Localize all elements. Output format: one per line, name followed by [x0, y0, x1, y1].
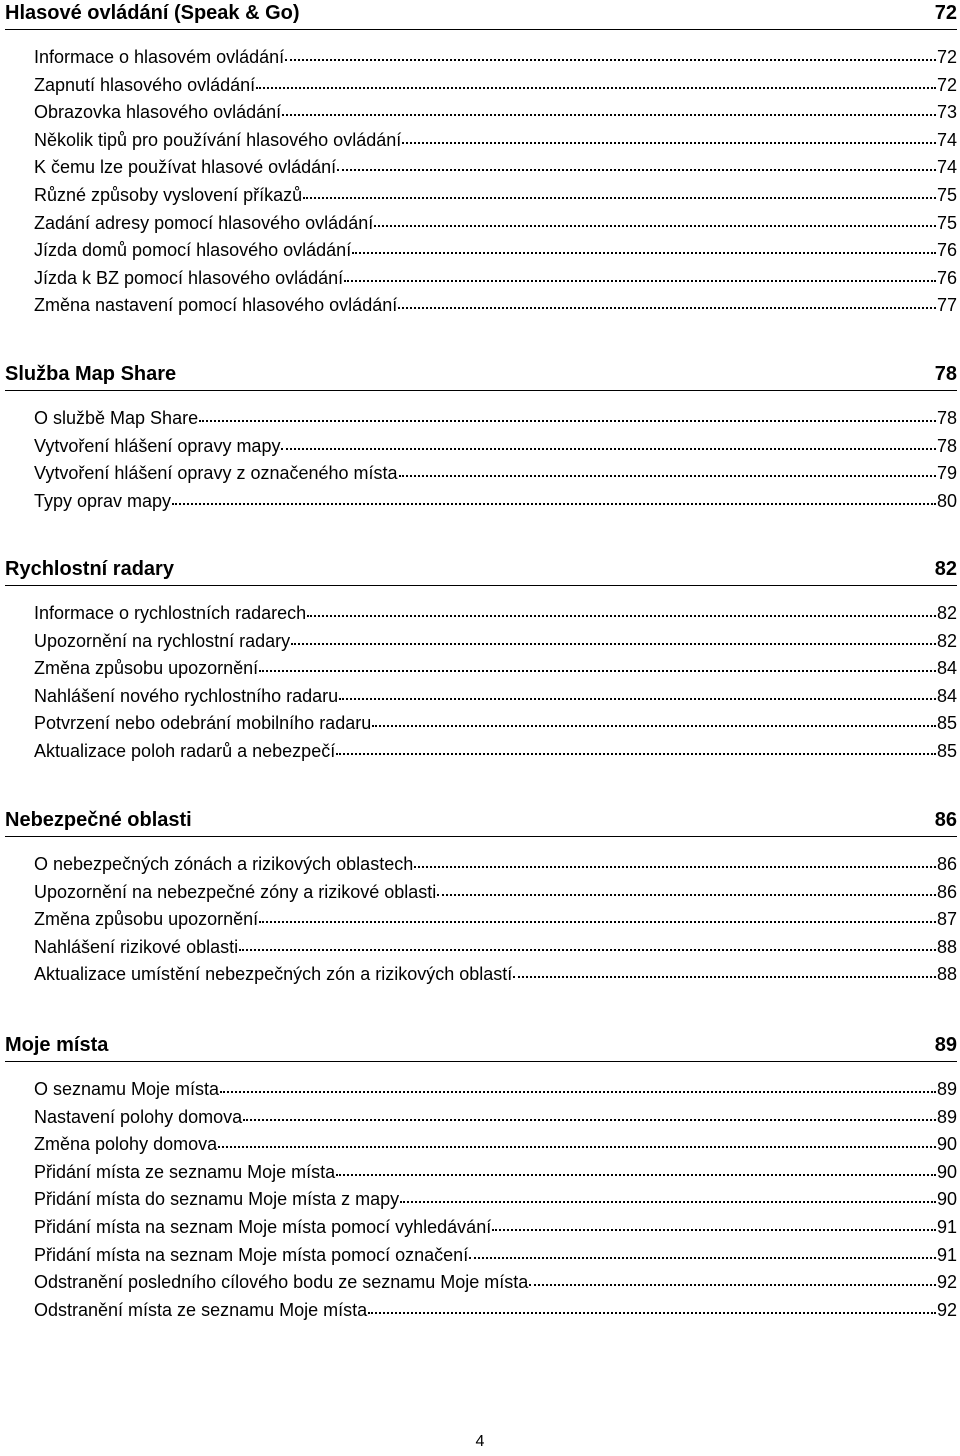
- entry-title: O službě Map Share: [34, 408, 199, 428]
- entry-page: 74: [936, 129, 957, 150]
- entry-title: Aktualizace umístění nebezpečných zón a rizikových oblastí: [34, 964, 513, 985]
- section-page: 89: [934, 1034, 957, 1056]
- section-divider: [5, 29, 957, 30]
- toc-entry[interactable]: [34, 1132, 957, 1156]
- toc-entry[interactable]: [34, 1077, 957, 1101]
- entry-title: Změna způsobu upozornění: [34, 909, 259, 930]
- dot-leader: [218, 1142, 936, 1148]
- entry-page: 90: [936, 1134, 957, 1155]
- dot-leader: [256, 83, 936, 89]
- entry-title: Změna nastavení pomocí hlasového ovládání: [34, 295, 398, 316]
- toc-entry[interactable]: [34, 739, 957, 763]
- entry-page: 72: [936, 47, 957, 67]
- entry-page: 87: [936, 909, 957, 930]
- entry-page: 73: [936, 102, 957, 123]
- section-divider: [5, 1061, 957, 1062]
- entry-title: Upozornění na rychlostní radary: [34, 630, 291, 651]
- dot-leader: [243, 1115, 936, 1121]
- entry-title: Přidání místa na seznam Moje místa pomocí označení: [34, 1244, 469, 1265]
- dot-leader: [492, 1225, 936, 1231]
- entry-title: Zadání adresy pomocí hlasového ovládání: [34, 212, 374, 233]
- toc-entry[interactable]: [34, 293, 957, 317]
- dot-leader: [368, 1308, 936, 1314]
- toc-entry[interactable]: [34, 1270, 957, 1294]
- entry-title: Nastavení polohy domova: [34, 1106, 243, 1127]
- entry-title: Informace o hlasovém ovládání: [34, 47, 285, 67]
- entry-title: O seznamu Moje místa: [34, 1079, 220, 1099]
- section-heading[interactable]: [5, 556, 957, 582]
- entry-page: 78: [936, 408, 957, 428]
- dot-leader: [414, 862, 936, 868]
- entry-title: Jízda k BZ pomocí hlasového ovládání: [34, 267, 344, 288]
- entry-title: Jízda domů pomocí hlasového ovládání: [34, 240, 352, 261]
- entry-page: 84: [936, 685, 957, 706]
- dot-leader: [513, 972, 936, 978]
- toc-entry[interactable]: [34, 907, 957, 931]
- section-page: 72: [934, 2, 957, 24]
- dot-leader: [372, 721, 936, 727]
- toc-entry[interactable]: [34, 73, 957, 97]
- dot-leader: [400, 1197, 936, 1203]
- dot-leader: [291, 639, 936, 645]
- toc-entry[interactable]: [34, 880, 957, 904]
- entry-page: 75: [936, 212, 957, 233]
- entry-title: Přidání místa do seznamu Moje místa z mapy: [34, 1189, 400, 1210]
- dot-leader: [282, 110, 936, 116]
- entry-title: O nebezpečných zónách a rizikových oblastech: [34, 854, 414, 874]
- toc-entry[interactable]: [34, 461, 957, 485]
- dot-leader: [259, 666, 936, 672]
- entry-page: 79: [936, 463, 957, 484]
- section-page: 82: [934, 558, 957, 580]
- dot-leader: [399, 471, 936, 477]
- entry-page: 82: [936, 630, 957, 651]
- toc-entry[interactable]: [34, 266, 957, 290]
- toc-entry[interactable]: [34, 489, 957, 513]
- entry-page: 85: [936, 741, 957, 761]
- entry-title: Upozornění na nebezpečné zóny a rizikové oblasti: [34, 881, 437, 902]
- entry-title: Přidání místa ze seznamu Moje místa: [34, 1161, 336, 1182]
- toc-entry[interactable]: [34, 852, 957, 876]
- entry-page: 82: [936, 603, 957, 623]
- entry-page: 85: [936, 713, 957, 734]
- dot-leader: [220, 1087, 936, 1093]
- entry-title: Zapnutí hlasového ovládání: [34, 74, 256, 95]
- entry-page: 78: [936, 435, 957, 456]
- toc-entry[interactable]: [34, 45, 957, 69]
- toc-entry[interactable]: [34, 1160, 957, 1184]
- entry-title: Různé způsoby vyslovení příkazů: [34, 185, 303, 205]
- section-title: Hlasové ovládání (Speak & Go): [5, 2, 300, 24]
- entry-title: Přidání místa na seznam Moje místa pomocí vyhledávání: [34, 1217, 492, 1237]
- entry-title: Změna polohy domova: [34, 1134, 218, 1155]
- entry-title: Několik tipů pro používání hlasového ovládání: [34, 129, 402, 150]
- dot-leader: [172, 499, 936, 505]
- section-divider: [5, 390, 957, 391]
- entry-title: Odstranění posledního cílového bodu ze seznamu Moje místa: [34, 1272, 529, 1293]
- toc-entry[interactable]: [34, 1215, 957, 1239]
- toc-entry[interactable]: [34, 406, 957, 430]
- toc-entry[interactable]: [34, 684, 957, 708]
- dot-leader: [339, 694, 936, 700]
- entry-page: 84: [936, 658, 957, 679]
- entry-page: 90: [936, 1161, 957, 1182]
- dot-leader: [336, 749, 936, 755]
- entry-title: K čemu lze používat hlasové ovládání: [34, 157, 337, 178]
- section-title: Nebezpečné oblasti: [5, 809, 192, 831]
- entry-title: Obrazovka hlasového ovládání: [34, 102, 282, 123]
- entry-page: 76: [936, 240, 957, 261]
- dot-leader: [529, 1280, 936, 1286]
- dot-leader: [281, 444, 936, 450]
- toc-entry[interactable]: [34, 128, 957, 152]
- section-page: 78: [934, 363, 957, 385]
- toc-entry[interactable]: [34, 183, 957, 207]
- entry-page: 86: [936, 854, 957, 874]
- toc-entry[interactable]: [34, 1243, 957, 1267]
- section-page: 86: [934, 809, 957, 831]
- dot-leader: [259, 917, 936, 923]
- toc-entry[interactable]: [34, 656, 957, 680]
- dot-leader: [303, 193, 936, 199]
- dot-leader: [337, 165, 936, 171]
- entry-page: 92: [936, 1272, 957, 1293]
- dot-leader: [469, 1253, 936, 1259]
- toc-entry[interactable]: [34, 100, 957, 124]
- section-heading[interactable]: [5, 807, 957, 833]
- entry-title: Vytvoření hlášení opravy z označeného místa: [34, 463, 398, 484]
- entry-title: Nahlášení nového rychlostního radaru: [34, 685, 339, 706]
- entry-title: Odstranění místa ze seznamu Moje místa: [34, 1299, 368, 1320]
- dot-leader: [402, 138, 936, 144]
- dot-leader: [344, 276, 936, 282]
- entry-page: 72: [936, 74, 957, 95]
- dot-leader: [336, 1170, 936, 1176]
- toc-entry[interactable]: [34, 1298, 957, 1322]
- toc-entry[interactable]: [34, 962, 957, 986]
- toc-entry[interactable]: [34, 935, 957, 959]
- entry-page: 89: [936, 1079, 957, 1099]
- dot-leader: [239, 945, 936, 951]
- section-divider: [5, 585, 957, 586]
- toc-entry[interactable]: [34, 155, 957, 179]
- toc-entry[interactable]: [34, 711, 957, 735]
- entry-page: 91: [936, 1244, 957, 1265]
- entry-page: 74: [936, 157, 957, 178]
- entry-title: Typy oprav mapy: [34, 490, 172, 511]
- entry-title: Informace o rychlostních radarech: [34, 603, 307, 623]
- entry-title: Vytvoření hlášení opravy mapy: [34, 435, 281, 456]
- entry-title: Aktualizace poloh radarů a nebezpečí: [34, 741, 336, 761]
- entry-page: 86: [936, 881, 957, 902]
- toc-entry[interactable]: [34, 238, 957, 262]
- entry-page: 80: [936, 490, 957, 511]
- section-heading[interactable]: [5, 361, 957, 387]
- toc-entry[interactable]: [34, 601, 957, 625]
- dot-leader: [398, 303, 936, 309]
- toc-entry[interactable]: [34, 434, 957, 458]
- dot-leader: [285, 55, 936, 61]
- dot-leader: [307, 611, 936, 617]
- dot-leader: [437, 890, 936, 896]
- section-divider: [5, 836, 957, 837]
- entry-page: 89: [936, 1106, 957, 1127]
- toc-entry[interactable]: [34, 629, 957, 653]
- dot-leader: [199, 416, 936, 422]
- section-heading[interactable]: [5, 1032, 957, 1058]
- entry-page: 88: [936, 936, 957, 957]
- entry-page: 77: [936, 295, 957, 316]
- entry-title: Změna způsobu upozornění: [34, 658, 259, 679]
- dot-leader: [374, 221, 936, 227]
- section-heading[interactable]: [5, 0, 957, 26]
- dot-leader: [352, 248, 936, 254]
- section-title: Moje místa: [5, 1034, 109, 1056]
- toc-entry[interactable]: [34, 1187, 957, 1211]
- toc-entry[interactable]: [34, 1105, 957, 1129]
- entry-page: 90: [936, 1189, 957, 1210]
- toc-entry[interactable]: [34, 211, 957, 235]
- entry-title: Potvrzení nebo odebrání mobilního radaru: [34, 713, 372, 734]
- entry-title: Nahlášení rizikové oblasti: [34, 936, 239, 957]
- entry-page: 92: [936, 1299, 957, 1320]
- section-title: Služba Map Share: [5, 363, 177, 385]
- entry-page: 75: [936, 185, 957, 205]
- entry-page: 88: [936, 964, 957, 985]
- entry-page: 76: [936, 267, 957, 288]
- section-title: Rychlostní radary: [5, 558, 174, 580]
- entry-page: 91: [936, 1217, 957, 1237]
- page-number: 4: [475, 1433, 485, 1450]
